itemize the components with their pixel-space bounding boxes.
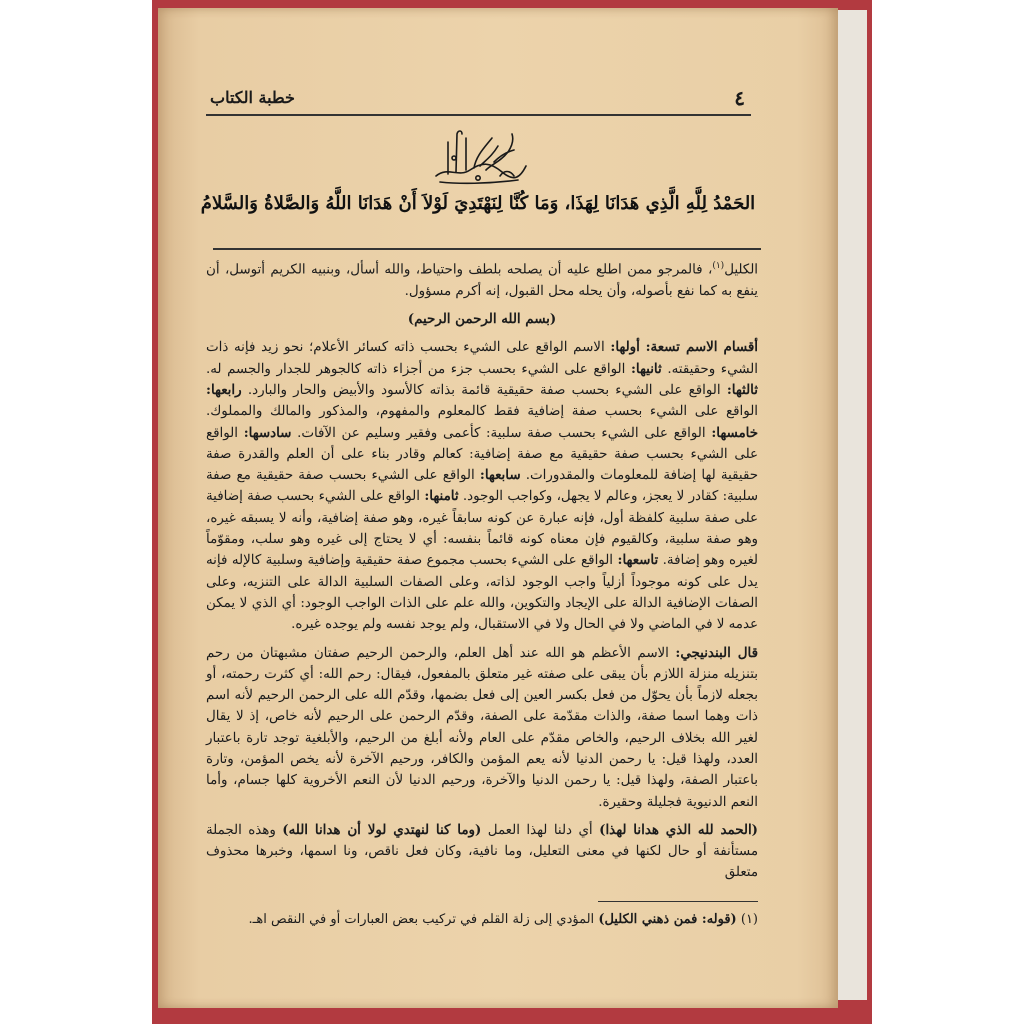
item-text: الواقع على الشيء بحسب مجموع صفة حقيقية وإضافية وسلبية كالإله فإنه يدل على كونه موجوداً أزلياً واجب الوجود لذاته، وعلى الصفات السلبية الدالة على التنزيه، وعلى الصفات الإضافية الدالة على الإيجاد والتكوين، والله علم على الذات الواجب الوجود: أي الذي لا يمكن عدمه لا في الماضي ولا في الحال ولا في الاستقبال، ولم يوجد نفسه ولم يوجده غيره. [206,553,758,633]
item-label: سابعها: [479,467,521,484]
item-text: الواقع على الشيء بحسب صفة إضافية على صفة سلبية كلفظة أول، فإنه عبارة عن كونه سابقاً غيره، وهو صفة إضافية، وأنه لا يسبقه غيره، وهو صفة سلبية، وكالقيوم فإن معناه كونه قائماً بنفسه: أي لا يحتاج إلى غيره وهو سلب، ومقوّماً لغيره وهو إضافة. [206,489,759,569]
paragraph [206,643,758,813]
item-text: الواقع على الشيء بحسب صفة سلبية: كأعمى وفقير وسليم عن الآفات. [297,425,706,441]
item-label: ثامنها: [424,488,459,505]
item-label: تاسعها: [617,552,659,569]
basmala-calligraphy [428,126,532,188]
basmala-heading: (بسم الله الرحمن الرحيم) [407,311,557,328]
paragraph-text: ، فالمرجو ممن اطلع عليه أن يصلحه بلطف واحتياط، والله أسأل، وبنبيه الكريم أتوسل، أن ينفع به كما نفع بأصوله، وأن يحله محل القبول، إنه أكرم مسؤول. [206,262,758,299]
paragraph [206,337,758,635]
footnote-marker: (١) [712,261,725,271]
footnote [206,910,758,930]
item-label: أولها: [610,339,640,356]
running-header [206,86,751,116]
commentary-body [206,256,758,884]
book-page [158,8,838,1008]
page-title: خطبة الكتاب [210,88,295,107]
section-label: (الحمد لله الذي هدانا لهذا) [599,821,759,838]
section-label: قال البندنيجي: [675,644,758,661]
item-text: الواقع على الشيء بحسب صفة إضافية فقط كالمعلوم والمفهوم، والمذكور والمالك والمملوك. [206,404,758,420]
footnote-text: المؤدي إلى زلة القلم في تركيب بعض العبارات أو في النقص اهـ. [248,912,595,927]
paragraph-start: الكليل [724,262,758,278]
item-text: الواقع على الشيء بحسب جزء من أجزاء ذاته كالجوهر للجدار والجسم له. [206,361,626,377]
item-label: خامسها: [711,424,758,441]
opening-verse: الحَمْدُ لِلَّهِ الَّذِي هَدَانَا لِهَذَا، وَمَا كُنَّا لِنَهْتَدِيَ لَوْلاَ أَنْ هَدَانَا اللَّهُ وَالصَّلاةُ وَالسَّلامُ [200,193,756,214]
item-label: سادسها: [243,424,292,441]
header-separator [213,248,761,250]
item-text: الواقع على الشيء بحسب صفة حقيقية مع صفة سلبية: كقادر لا يعجز، وعالم لا يجهل، وكواجب الوجود. [206,468,758,505]
paragraph [206,256,758,302]
item-label: ثانيها: [630,360,662,377]
item-text: الواقع على الشيء بحسب صفة حقيقية قائمة بذاته كالأسود والأبيض والحار والبارد. [247,382,721,398]
page-edges [836,10,867,1000]
footnote-label: (قوله: فمن ذهني الكليل) [598,912,737,927]
item-text: الاسم الواقع على الشيء بحسب ذاته كسائر الأعلام؛ نحو زيد فإنه ذات الشيء وحقيقته. [206,340,758,377]
footnote-separator [598,901,758,902]
footnote-number: (١) [740,912,758,927]
paragraph-text: وهذه الجملة مستأنفة أو حال لكنها في معنى التعليل، وما نافية، وكان فعل ناقص، ونا اسمها، وخبرها محذوف متعلق [206,822,758,881]
paragraph-text: الاسم الأعظم هو الله عند أهل العلم، والرحمن الرحيم صفتان مشبهتان من رحم بتنزيله منزلة اللازم بأن يبقى على صفته غير متعلق بالمفعول، فيقال: رحم الله: أي كثرت رحمته، أو بجعله لازماً بأن يحوّل من فعل بكسر العين إلى فعل بضمها، وقدّم الله على الرحمن الرحيم لأنه اسم ذات وهما اسما صفة، والذات مقدّمة على الصفة، وقدّم الرحمن على الرحيم لأنه خاص، إذ لا يقال لغير الله بخلاف الرحيم، والخاص مقدّم على العام ولأنه أبلغ من الرحيم، والأبلغية توجد تارة باعتبار العدد، ولهذا قيل: يا رحمن الدنيا لأنه يعم المؤمن والكافر، ورحيم الآخرة لأنه يخص المؤمن، وتارة باعتبار الصفة، ولهذا قيل: يا رحمن الدنيا والآخرة، ورحيم الدنيا لأن النعم الأخروية كلها جسام، وأما النعم الدنيوية فجليلة وحقيرة. [206,645,758,810]
page-number: ٤ [734,86,745,110]
section-label: أقسام الاسم تسعة: [645,339,758,356]
paragraph [206,820,758,884]
paragraph-text: أي دلنا لهذا العمل [487,822,593,838]
item-label: ثالثها: [726,381,758,398]
item-label: رابعها: [206,381,242,398]
item-text: الواقع على الشيء بحسب صفة حقيقية مع صفة إضافية: كعالم وقادر بناء على أن العلم والقدرة صفة حقيقية لها إضافة للمعلومات والمقدورات. [206,425,758,484]
section-label: (وما كنا لنهتدي لولا أن هدانا الله) [282,821,482,838]
